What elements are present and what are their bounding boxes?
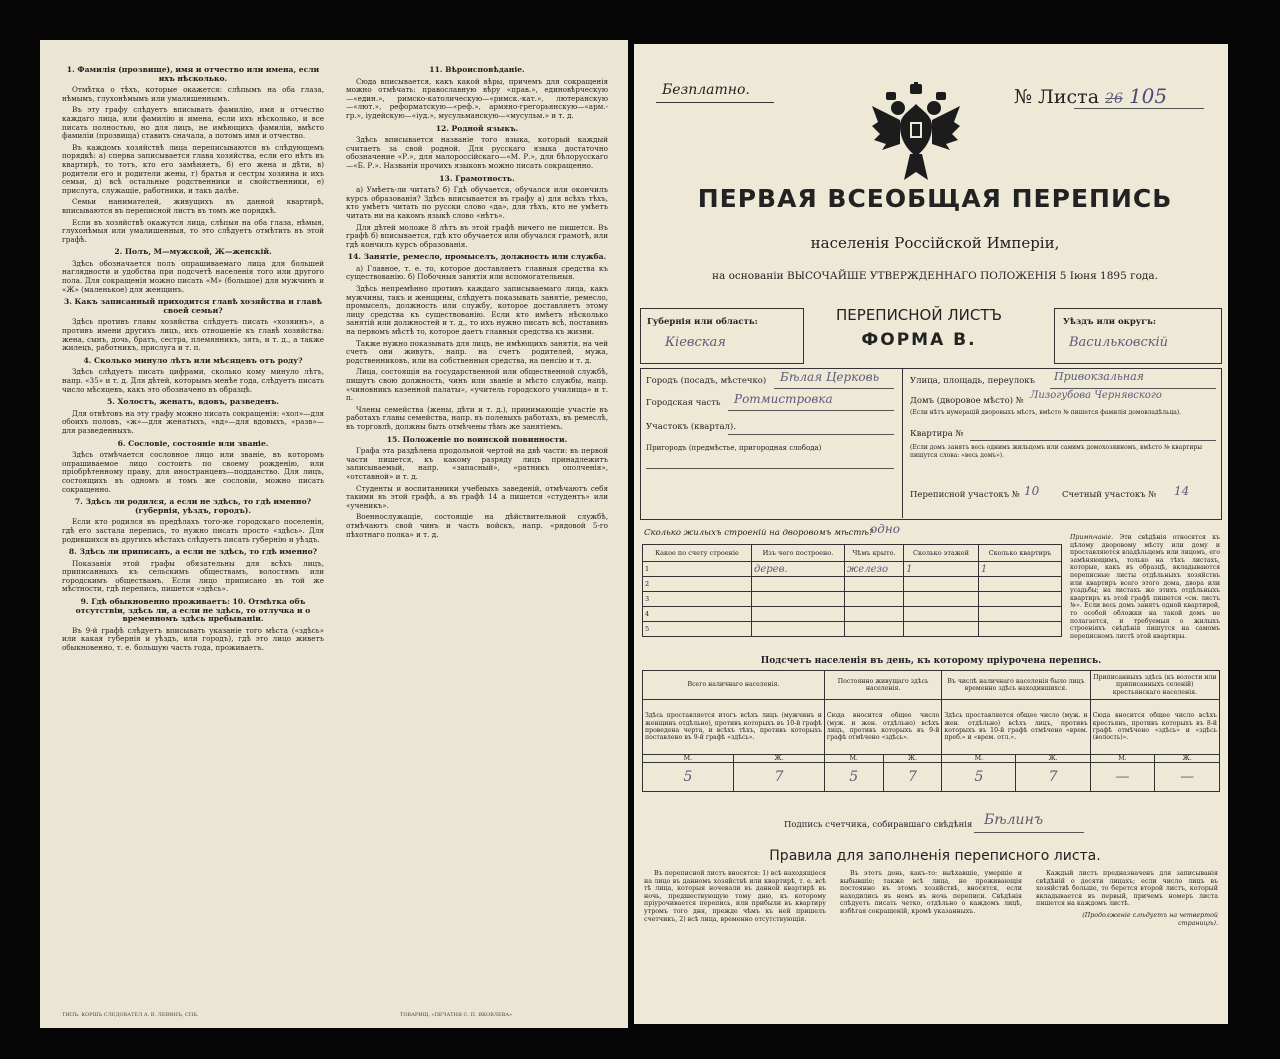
street-line [1050, 388, 1216, 389]
buildings-cell[interactable] [752, 607, 845, 622]
section-heading: 12. Родной языкъ. [435, 123, 519, 133]
form-title [794, 306, 1044, 350]
rules-paragraph-3: Каждый листъ предназначенъ для записыванія свѣдѣній о десяти лицахъ; если число лицъ въ хозяйствѣ больше, то берется второй листъ, который вкладывается въ первый, причемъ номеръ листа пишется на каждомъ листѣ. [1036, 870, 1218, 908]
count-value-cell[interactable]: 5 [942, 763, 1016, 792]
section-paragraph: Военнослужащіе, состоящіе на дѣйствительной службѣ, отмѣчаютъ свой чинъ и часть войскъ, напр. «рядовой 5-го пѣхотнаго полка» и т. д. [346, 512, 608, 539]
house-value[interactable]: Лизогубова Чернявского [1030, 390, 1162, 401]
section-heading: 13. Грамотность. [439, 173, 515, 183]
house-label: Домъ (дворовое мѣсто) № [910, 396, 1024, 406]
buildings-cell[interactable]: дерев. [752, 562, 845, 577]
section-paragraph: Графа эта раздѣлена продольной чертой на двѣ части: въ первой части пишется, къ какому разряду лицъ принадлежитъ записываемый, напр. «запасный», «ратникъ ополченія», «отставной» и т. д. [346, 446, 608, 481]
city-line [774, 388, 894, 389]
buildings-cell[interactable] [904, 607, 979, 622]
female-column-label: Ж. [1155, 755, 1220, 763]
section-paragraph: Въ эту графу слѣдуетъ вписывать фамилію, имя и отчество каждаго лица, или фамилію и имена, если ихъ нѣсколько, и все писать полностью, но для лицъ, не имѣющихъ фамиліи, вмѣсто фамиліи (прозвища) ставить сначала, а потомъ имя и отчество. [62, 105, 324, 141]
buildings-cell[interactable] [752, 622, 845, 637]
count-title: Подсчетъ населенія въ день, къ которому пріурочена перепись. [760, 656, 1102, 666]
section-paragraph: Если кто родился въ предѣлахъ того-же городскаго поселенія, гдѣ его застала перепись, то нужно писать просто «здѣсь». Для родившихся въ другихъ мѣстахъ слѣдуетъ писать губернію и уѣздъ. [62, 517, 324, 544]
buildings-header-cell: Изъ чего построено. [752, 545, 845, 562]
rules-paragraph-1: Въ переписной листъ вносятся: 1) всѣ находящіеся на лицо въ данномъ хозяйствѣ или квартирѣ, т. е. всѣ тѣ лица, которыя ночевали въ данной квартирѣ въ ночь, предшествующую тому дню, къ которому пріурочивается перепись, или прибыли въ квартиру утромъ того дня, прежде чѣмъ къ ней пришелъ счетчикъ, 2) всѣ лица, временно отсутствующія. [644, 870, 826, 923]
rules-continuation-note: (Продолженіе слѣдуетъ на четвертой страницѣ). [1082, 911, 1218, 927]
population-count-table [642, 670, 1220, 792]
buildings-header-cell: Сколько этажей [904, 545, 979, 562]
buildings-table-row [643, 607, 1062, 622]
male-column-label: М. [643, 755, 734, 763]
buildings-cell: 4 [643, 607, 752, 622]
free-label: Безплатно. [662, 82, 750, 98]
section-heading: 2. Полъ, М—мужской, Ж—женскій. [114, 247, 272, 257]
section-heading: 15. Положеніе по воинской повинности. [386, 434, 568, 444]
sheet-number [1014, 84, 1167, 108]
buildings-cell[interactable] [904, 592, 979, 607]
census-legal-basis: на основаніи ВЫСОЧАЙШЕ УТВЕРЖДЕННАГО ПОЛОЖЕНІЯ 5 Іюня 1895 года. [711, 270, 1158, 282]
buildings-cell: 2 [643, 577, 752, 592]
female-column-label: Ж. [1016, 755, 1090, 763]
section-paragraph: Въ 9-й графѣ слѣдуетъ вписывать указаніе того мѣста («здѣсь» или какая губернія и уѣздъ, или городъ), гдѣ это лицо живетъ обыкновенно, т. е. большую часть года, проживаетъ. [62, 625, 324, 653]
city-part-value[interactable]: Ротмистровка [734, 392, 833, 406]
right-page [634, 44, 1228, 1024]
count-column-header: Въ числѣ наличнаго населенія было лицъ временно здѣсь находившихся. [942, 671, 1090, 700]
city-part-line [728, 410, 894, 411]
count-value-cell[interactable]: 5 [824, 763, 883, 792]
city-value[interactable]: Бѣлая Церковь [780, 370, 880, 384]
address-divider [902, 368, 903, 518]
section-heading: 8. Здѣсь ли приписанъ, а если не здѣсь, то гдѣ именно? [68, 547, 318, 557]
count-column-description: Сюда вносится общее число всѣхъ крестьянъ, противъ которыхъ въ 8-й графѣ отмѣчено «здѣсь» и «здѣсь (волость)». [1090, 700, 1219, 755]
form-title-line-1: ПЕРЕПИСНОЙ ЛИСТЪ [836, 306, 1002, 324]
count-column-description: Сюда вносится общее число (муж. и жен. отдѣльно) всѣхъ лицъ, противъ которыхъ въ 9-й графѣ отмѣчено «здѣсь». [824, 700, 941, 755]
count-value-cell[interactable]: — [1090, 763, 1155, 792]
sheet-number-crossed-value: 26 [1105, 91, 1123, 107]
buildings-cell[interactable] [978, 607, 1061, 622]
census-main-title: ПЕРВАЯ ВСЕОБЩАЯ ПЕРЕПИСЬ [697, 184, 1173, 213]
buildings-note [1070, 534, 1220, 640]
section-paragraph: Здѣсь противъ главы хозяйства слѣдуетъ писать «хозяинъ», а противъ имени другихъ лицъ, ихъ отношеніе къ главѣ хозяйства: жена, сынъ, дочь, братъ, сестра, племянникъ, зять, и т. д., а также жилецъ, работникъ, прислуга и т. п. [62, 317, 324, 353]
buildings-cell[interactable] [844, 577, 903, 592]
free-underline [656, 102, 774, 103]
buildings-question: Сколько жилыхъ строеній на дворовомъ мѣстѣ? [644, 528, 874, 538]
section-heading: 7. Здѣсь ли родился, а если не здѣсь, то гдѣ именно? (губернія, уѣздъ, городъ). [74, 497, 312, 515]
census-subtitle: населенія Россійской Имперіи, [810, 234, 1060, 252]
apartment-note: (Если домъ занятъ весь однимъ жильцомъ или самимъ домохозяиномъ, вмѣсто № квартиры пишутся слова: «весь домъ»). [910, 444, 1202, 459]
buildings-cell[interactable] [844, 622, 903, 637]
buildings-count-value[interactable]: одно [870, 522, 900, 536]
district-line [728, 434, 894, 435]
section-paragraph: Лица, состоящія на государственной или общественной службѣ, пишутъ свою должность, чинъ или званіе и мѣсто службы, напр. «чиновникъ казенной палаты», «учитель городского училища» и т. п. [346, 367, 608, 403]
male-column-label: М. [1090, 755, 1155, 763]
section-paragraph: Здѣсь вписывается названіе того языка, который каждый считаетъ за свой родной. Для русскаго языка достаточно обозначение «Р.», для малороссійскаго—«М. Р.», для бѣлорусскаго—«Б. Р.». Названія прочихъ языковъ можно писать сокращенно. [346, 135, 608, 170]
section-heading: 4. Сколько минуло лѣтъ или мѣсяцевъ отъ роду? [83, 355, 303, 365]
suburb-label: Пригородъ (предмѣстье, пригородная слобода) [646, 444, 822, 452]
section-paragraph: Показанія этой графы обязательны для всѣхъ лицъ, приписанныхъ къ сельскимъ обществамъ, волостямъ или городскимъ обществамъ. Если лицо приписано въ той же мѣстности, гдѣ перепись, пишется «здѣсь». [62, 558, 324, 594]
uezd-label: Уѣздъ или округъ: [1063, 317, 1157, 327]
count-column-description: Здѣсь проставляется итогъ всѣхъ лицъ (мужчинъ и женщинъ отдѣльно), противъ которыхъ въ 10-й графѣ проведена черта, и всѣхъ тѣхъ, противъ которыхъ поставлено въ 9-й графѣ «здѣсь». [643, 700, 825, 755]
buildings-cell[interactable] [904, 622, 979, 637]
female-column-label: Ж. [733, 755, 824, 763]
section-paragraph: а) Умѣетъ-ли читать? б) Гдѣ обучается, обучался или окончилъ курсъ образованія? Здѣсь вписывается въ графу а) для всѣхъ тѣхъ, кто умѣетъ читать по русски слово «да», для тѣхъ, кто не умѣетъ читать ни на какомъ языкѣ слово «нѣтъ». [346, 185, 608, 220]
count-value-cell[interactable]: 7 [883, 763, 942, 792]
counting-district-value[interactable]: 14 [1174, 484, 1190, 498]
apartment-line [970, 440, 1216, 441]
left-page-column-2 [346, 62, 608, 542]
printer-imprint-right: ТОВАРИЩ. «ПЕЧАТНЯ С. П. ЯКОВЛЕВА» [400, 1012, 513, 1018]
buildings-cell: 1 [643, 562, 752, 577]
gubernia-value[interactable]: Кіевская [665, 335, 726, 350]
city-label: Городъ (посадъ, мѣстечко) [646, 376, 767, 386]
section-paragraph: Сюда вписывается, какъ какой вѣры, причемъ для сокращенія можно отмѣчать: православную вѣру «прав.», единовѣрческую—«един.», римско-католическую—«римск.-кат.», лютеранскую—«лют.», реформатскую—«реф.», армяно-грегорьянскую—«арм.-гр.», іудейскую—«іуд.», мусульманскую—«мусульм.» и т. д. [346, 76, 608, 120]
buildings-header-cell: Чѣмъ крыто. [844, 545, 903, 562]
count-column-header: Приписанныхъ здѣсь (къ волости или приписанныхъ селеній) крестьянскаго населенія. [1090, 671, 1219, 700]
section-heading: 11. Вѣроисповѣданіе. [429, 65, 525, 74]
rules-paragraph-2: Въ этотъ день, какъ-то: выѣхавшіе, умершіе и выбывшіе; также всѣ лица, не проживающія постоянно въ этомъ хозяйствѣ, вносятся, если находились въ немъ въ ночь переписи. Свѣдѣнія слѣдуетъ писать четко, отдѣльно о каждомъ лицѣ, избѣгая сокращеній, кромѣ указанныхъ. [840, 870, 1022, 915]
section-heading: 14. Занятіе, ремесло, промыселъ, должность или служба. [347, 252, 607, 262]
section-heading: 9. Гдѣ обыкновенно проживаетъ: 10. Отмѣтка объ отсутствіи, здѣсь ли, а если не здѣсь, то отлучка и о временномъ здѣсь пребываніи. [75, 597, 311, 624]
section-heading: 3. Какъ записанный приходится главѣ хозяйства и главѣ своей семьи? [63, 297, 323, 315]
section-paragraph: Семьи нанимателей, живущихъ въ данной квартирѣ, вписываются въ переписной листъ въ томъ же порядкѣ. [62, 197, 324, 215]
district-label: Участокъ (квартал). [646, 422, 736, 432]
buildings-cell[interactable] [844, 607, 903, 622]
form-title-line-2: ФОРМА В. [861, 330, 977, 350]
census-district-label: Переписной участокъ № [910, 490, 1020, 500]
section-heading: 5. Холостъ, женатъ, вдовъ, разведенъ. [106, 397, 280, 407]
male-column-label: М. [942, 755, 1016, 763]
male-column-label: М. [824, 755, 883, 763]
buildings-cell[interactable]: железо [844, 562, 903, 577]
section-paragraph: Здѣсь слѣдуетъ писать цифрами, сколько кому минуло лѣтъ, напр. «35» и т. д. Для дѣтей, которымъ менѣе года, слѣдуетъ писать число мѣсяцевъ, какъ это обозначено въ образцѣ. [62, 367, 324, 394]
section-paragraph: Здѣсь отмѣчается сословное лицо или званіе, въ которомъ опрашиваемое лицо состоитъ по своему рожденію, или пріобрѣтенному праву, для иностранцевъ—подданство. Для лицъ, состоящихъ въ одномъ и томъ же сословіи, можно писать сокращенно. [62, 450, 324, 494]
count-value-cell[interactable]: 7 [1016, 763, 1090, 792]
buildings-note-title: Примѣчаніе. [1070, 534, 1114, 541]
gubernia-box [640, 308, 804, 364]
section-paragraph: Здѣсь непремѣнно противъ каждаго записываемаго лица, какъ мужчины, такъ и женщины, слѣдуетъ показывать занятіе, ремесло, промыселъ, должность или службу, которое доставляетъ этому лицу средства къ существованію. Если кто имѣетъ нѣсколько занятій или должностей и т. д., то ихъ нужно писать всѣ, поставивъ на первомъ мѣстѣ то, которое даетъ главныя средства къ жизни. [346, 284, 608, 337]
buildings-header-cell: Какое по счету строеніе [643, 545, 752, 562]
rules-column-2 [840, 870, 1022, 916]
enumerator-signature[interactable]: Бѣлинъ [984, 812, 1044, 828]
street-value[interactable]: Привокзальная [1054, 370, 1144, 383]
buildings-cell[interactable] [978, 577, 1061, 592]
gubernia-label: Губернія или область: [647, 317, 758, 327]
section-paragraph: Для дѣтей моложе 8 лѣтъ въ этой графѣ ничего не пишется. Въ графѣ б) вписывается, гдѣ кто обучается или обучался грамотѣ, или гдѣ кончилъ курсъ образованія. [346, 222, 608, 249]
section-paragraph: Также нужно показывать для лицъ, не имѣющихъ занятія, на чей счетъ они живутъ, напр. на счетъ родителей, мужа, родственниковъ, или на собственныя средства, на пенсію и т. д. [346, 338, 608, 365]
uezd-box [1054, 308, 1222, 364]
buildings-table-row [643, 622, 1062, 637]
buildings-note-text: Эти свѣдѣнія относятся къ цѣлому дворовому мѣсту или дому и проставляются владѣльцемъ или лицомъ, его замѣняющимъ, только на тѣхъ листахъ, которые, какъ въ образцѣ, вкладываются переписные листы отдѣльныхъ хозяйствъ или квартиръ всего этого дома, двора или усадьбы; на листахъ же этихъ отдѣльныхъ квартиръ въ этой графѣ пишется «см. листъ №». Если весь домъ занятъ одной квартирой, то особой обложки на такой домъ не полагается, и требуемыя о жилыхъ строеніяхъ свѣдѣнія пишутся на самомъ переписномъ листѣ этой квартиры. [1070, 534, 1220, 640]
street-label: Улица, площадь, переулокъ [910, 376, 1035, 386]
buildings-cell: 5 [643, 622, 752, 637]
census-district-value[interactable]: 10 [1024, 484, 1040, 498]
count-value-cell[interactable]: — [1155, 763, 1220, 792]
printer-imprint-left: ТИПЪ. КОРШЪ СЛЕДОВАТЕЛ А. В. ЛЕВИНЪ, СПБ. [62, 1012, 199, 1018]
section-heading: 1. Фамилія (прозвище), имя и отчество или имена, если ихъ нѣсколько. [66, 65, 320, 83]
buildings-cell[interactable] [752, 592, 845, 607]
buildings-cell: 3 [643, 592, 752, 607]
buildings-cell[interactable] [904, 577, 979, 592]
buildings-table-row [643, 577, 1062, 592]
buildings-cell[interactable] [978, 592, 1061, 607]
sheet-number-underline [1074, 108, 1204, 109]
buildings-table-row [643, 562, 1062, 577]
left-page [40, 40, 628, 1028]
buildings-cell[interactable]: 1 [904, 562, 979, 577]
rules-column-1 [644, 870, 826, 923]
section-paragraph: Отмѣтка о тѣхъ, которые окажется: слѣпымъ на оба глаза, нѣмымъ, глухонѣмымъ или умалишеннымъ. [62, 85, 324, 103]
section-paragraph: Члены семейства (жены, дѣти и т. д.), принимающіе участіе въ работахъ главы семейства, напр. въ полевыхъ работахъ, въ ремеслѣ, въ торговлѣ, должны быть отмѣчены тѣмъ же занятіемъ. [346, 404, 608, 431]
count-value-cell[interactable]: 5 [643, 763, 734, 792]
apartment-label: Квартира № [910, 429, 964, 439]
sheet-number-label: № Листа [1014, 86, 1100, 108]
city-part-label: Городская часть [646, 398, 721, 408]
count-column-header: Постоянно живущаго здѣсь населенія. [824, 671, 941, 700]
section-heading: 6. Сословіе, состояніе или званіе. [117, 438, 269, 448]
rules-column-3 [1036, 870, 1218, 927]
section-paragraph: Если въ хозяйствѣ окажутся лица, слѣпыя на оба глаза, нѣмыя, глухонѣмыя или умалишенныя, то это слѣдуетъ отмѣтить въ этой графѣ. [62, 217, 324, 244]
buildings-table-header [643, 545, 1062, 562]
count-column-description: Здѣсь проставляется общее число (муж. и жен. отдѣльно) всѣхъ лицъ, противъ которыхъ въ 10-й графѣ отмѣчено «врем. преб.» и «врем. отл.». [942, 700, 1090, 755]
section-paragraph: а) Главное, т. е. то, которое доставляетъ главныя средства къ существованію. б) Побочныя занятія или вспомогательныя. [346, 263, 608, 282]
count-column-header: Всего наличнаго населенія. [643, 671, 825, 700]
buildings-cell[interactable] [978, 622, 1061, 637]
uezd-value[interactable]: Васильковскій [1069, 335, 1169, 350]
enumerator-signature-label: Подпись счетчика, собиравшаго свѣдѣнія [784, 820, 973, 830]
buildings-cell[interactable]: 1 [978, 562, 1061, 577]
buildings-table [642, 544, 1062, 637]
section-paragraph: Въ каждомъ хозяйствѣ лица переписываются въ слѣдующемъ порядкѣ: а) сперва записывается глава хозяйства, если его нѣтъ въ квартирѣ, то тотъ, кто его замѣняетъ, б) его жена и дѣти, в) родители его и родители жены, г) братья и сестры хозяина и ихъ семьи, д) всѣ остальные родственники и свойственники, е) прислуга, служащіе, работники, и такъ далѣе. [62, 142, 324, 195]
buildings-cell[interactable] [844, 592, 903, 607]
sheet-number-handwritten-value: 105 [1128, 84, 1168, 108]
section-paragraph: Здѣсь обозначается полъ опрашиваемаго лица для большей наглядности и удобства при подсчетѣ населенія того или другого пола. Для сокращенія можно писать «М» (большое) для мужчинъ и «Ж» (маленькое) для женщинъ. [62, 258, 324, 294]
count-value-cell[interactable]: 7 [733, 763, 824, 792]
house-note: (Если нѣтъ нумерацій дворовыхъ мѣстъ, вмѣсто № пишется фамилія домовладѣльца). [910, 409, 1182, 416]
female-column-label: Ж. [883, 755, 942, 763]
buildings-cell[interactable] [752, 577, 845, 592]
enumerator-signature-line [974, 832, 1084, 833]
section-paragraph: Для отвѣтовъ на эту графу можно писать сокращенія: «хол»—для обоихъ половъ, «ж»—для женатыхъ, «вд»—для вдовыхъ, «разв»—для разведенныхъ. [62, 408, 324, 435]
counting-district-label: Счетный участокъ № [1062, 490, 1157, 500]
section-paragraph: Студенты и воспитанники учебныхъ заведеній, отмѣчаютъ себя такими въ этой графѣ, а въ графѣ 14 а пишется «студентъ» или «ученикъ». [346, 483, 608, 510]
left-page-column-1 [62, 62, 324, 656]
rules-title: Правила для заполненія переписного листа. [769, 848, 1101, 864]
suburb-line [646, 468, 894, 469]
buildings-header-cell: Сколько квартиръ [978, 545, 1061, 562]
buildings-table-row [643, 592, 1062, 607]
double-headed-eagle-emblem-icon [870, 82, 962, 186]
